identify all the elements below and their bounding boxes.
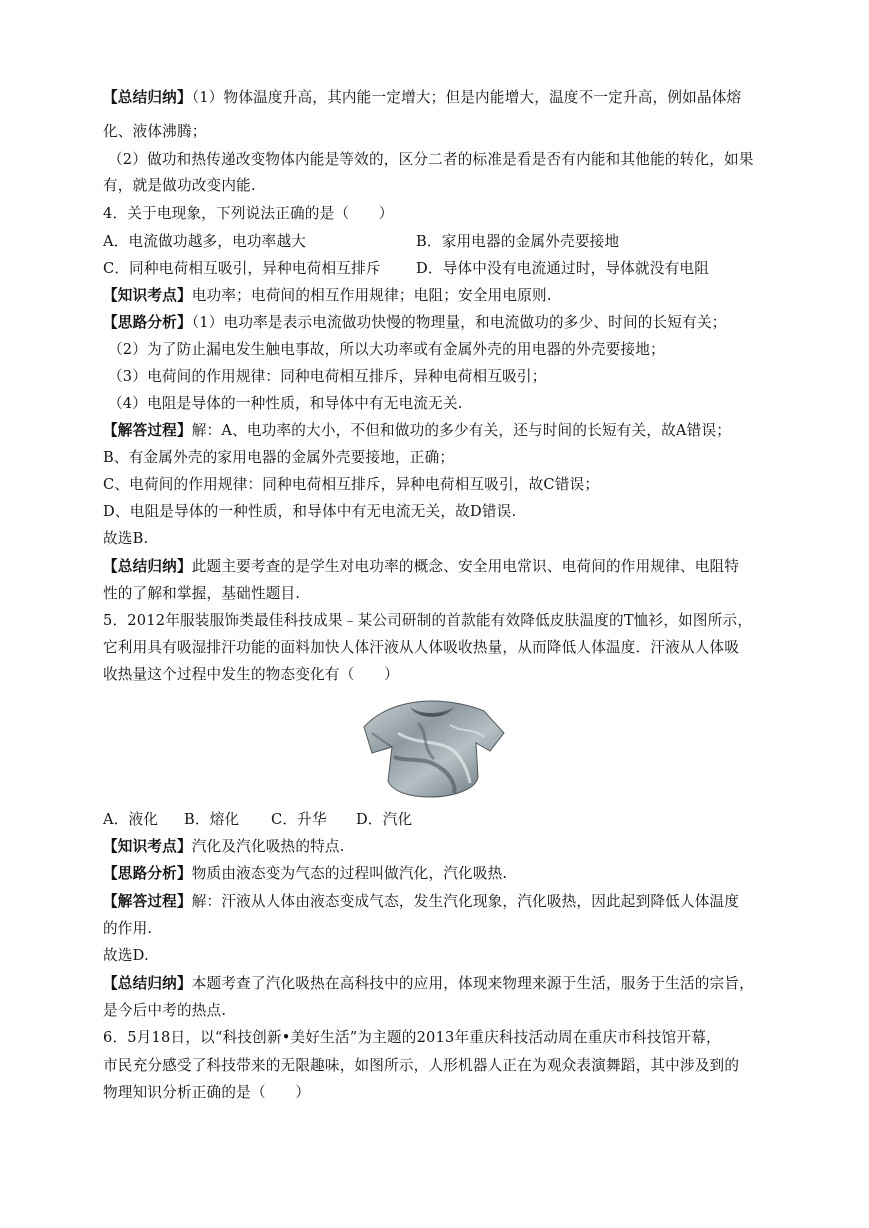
q5-choice: 故选D. xyxy=(103,947,149,964)
tshirt-figure xyxy=(358,693,508,803)
q5-question-1: 5．2012年服装服饰类最佳科技成果﹣某公司研制的首款能有效降低皮肤温度的T恤衫，如图所示， xyxy=(103,612,753,629)
solution-tag: 【解答过程】 xyxy=(103,422,192,439)
kp-tag: 【知识考点】 xyxy=(103,838,192,855)
summary-tag: 【总结归纳】 xyxy=(103,558,192,575)
q5-knowledge-point xyxy=(103,837,783,857)
analysis-text: 物质由液态变为气态的过程叫做汽化，汽化吸热. xyxy=(191,865,508,882)
solution-text: 解：A、电功率的大小，不但和做功的多少有关，还与时间的长短有关，故A错误； xyxy=(191,422,732,439)
q5-solution-2: 的作用. xyxy=(103,920,153,937)
summary-text: 本题考查了汽化吸热在高科技中的应用，体现来物理来源于生活，服务于生活的宗旨， xyxy=(191,975,754,992)
solution-text: 解：汗液从人体由液态变成气态，发生汽化现象，汽化吸热，因此起到降低人体温度 xyxy=(191,893,740,910)
q5-option-a: A．液化 xyxy=(103,811,159,828)
summary-tag: 【总结归纳】 xyxy=(103,89,192,106)
q4-summary-1 xyxy=(103,557,783,577)
q4-analysis-4: （4）电阻是导体的一种性质，和导体中有无电流无关. xyxy=(108,395,463,412)
q5-summary-1 xyxy=(103,974,783,994)
q5-option-b: B．熔化 xyxy=(184,811,240,828)
q5-analysis xyxy=(103,864,783,884)
q4-choice: 故选B. xyxy=(103,530,149,547)
q5-option-c: C．升华 xyxy=(271,811,327,828)
analysis-text: （1）电功率是表示电流做功快慢的物理量，和电流做功的多少、时间的长短有关； xyxy=(191,314,727,331)
q4-analysis-2: （2）为了防止漏电发生触电事故，所以大功率或有金属外壳的用电器的外壳要接地； xyxy=(108,341,665,358)
q5-summary-2: 是今后中考的热点. xyxy=(103,1002,227,1019)
q3-summary-line-2: 化、液体沸腾； xyxy=(103,123,207,140)
q3-summary-line-3: （2）做功和热传递改变物体内能是等效的，区分二者的标准是看是否有内能和其他能的转化，如果 xyxy=(108,151,754,168)
q4-option-b: B．家用电器的金属外壳要接地 xyxy=(416,233,620,250)
q4-option-a: A．电流做功越多，电功率越大 xyxy=(103,233,307,250)
q3-summary-line-4: 有，就是做功改变内能. xyxy=(103,177,256,194)
q5-solution-1 xyxy=(103,892,783,912)
q4-solution-1 xyxy=(103,421,783,441)
q4-question: 4．关于电现象，下列说法正确的是（ ） xyxy=(103,205,394,222)
q4-analysis-1 xyxy=(103,313,783,333)
q5-option-d: D．汽化 xyxy=(356,811,413,828)
q6-question-1: 6．5月18日，以“科技创新•美好生活”为主题的2013年重庆科技活动周在重庆市科技馆开幕， xyxy=(103,1029,721,1046)
q3-summary-line-1 xyxy=(103,88,783,108)
q6-question-2: 市民充分感受了科技带来的无限趣味，如图所示，人形机器人正在为观众表演舞蹈，其中涉及到的 xyxy=(103,1057,740,1074)
q4-analysis-3: （3）电荷间的作用规律：同种电荷相互排斥，异种电荷相互吸引； xyxy=(108,368,547,385)
analysis-tag: 【思路分析】 xyxy=(103,314,192,331)
tshirt-icon xyxy=(358,693,508,803)
q4-option-c: C．同种电荷相互吸引，异种电荷相互排斥 xyxy=(103,260,381,277)
q4-solution-3: C、电荷间的作用规律：同种电荷相互排斥，异种电荷相互吸引，故C错误； xyxy=(103,476,600,493)
summary-text: （1）物体温度升高，其内能一定增大；但是内能增大，温度不一定升高，例如晶体熔 xyxy=(191,89,742,106)
q4-option-d: D．导体中没有电流通过时，导体就没有电阻 xyxy=(416,260,709,277)
kp-text: 汽化及汽化吸热的特点. xyxy=(191,838,345,855)
summary-text: 此题主要考查的是学生对电功率的概念、安全用电常识、电荷间的作用规律、电阻特 xyxy=(191,558,740,575)
q4-knowledge-point xyxy=(103,286,783,306)
analysis-tag: 【思路分析】 xyxy=(103,865,192,882)
q5-question-2: 它利用具有吸湿排汗功能的面料加快人体汗液从人体吸收热量，从而降低人体温度．汗液从人体吸 xyxy=(103,639,740,656)
kp-text: 电功率；电荷间的相互作用规律；电阻；安全用电原则. xyxy=(191,287,552,304)
q4-solution-4: D、电阻是导体的一种性质，和导体中有无电流无关，故D错误. xyxy=(103,503,517,520)
q6-question-3: 物理知识分析正确的是（ ） xyxy=(103,1084,311,1101)
kp-tag: 【知识考点】 xyxy=(103,287,192,304)
q4-summary-2: 性的了解和掌握，基础性题目. xyxy=(103,585,301,602)
q4-solution-2: B、有金属外壳的家用电器的金属外壳要接地，正确； xyxy=(103,449,455,466)
summary-tag: 【总结归纳】 xyxy=(103,975,192,992)
q5-question-3: 收热量这个过程中发生的物态变化有（ ） xyxy=(103,666,399,683)
solution-tag: 【解答过程】 xyxy=(103,893,192,910)
